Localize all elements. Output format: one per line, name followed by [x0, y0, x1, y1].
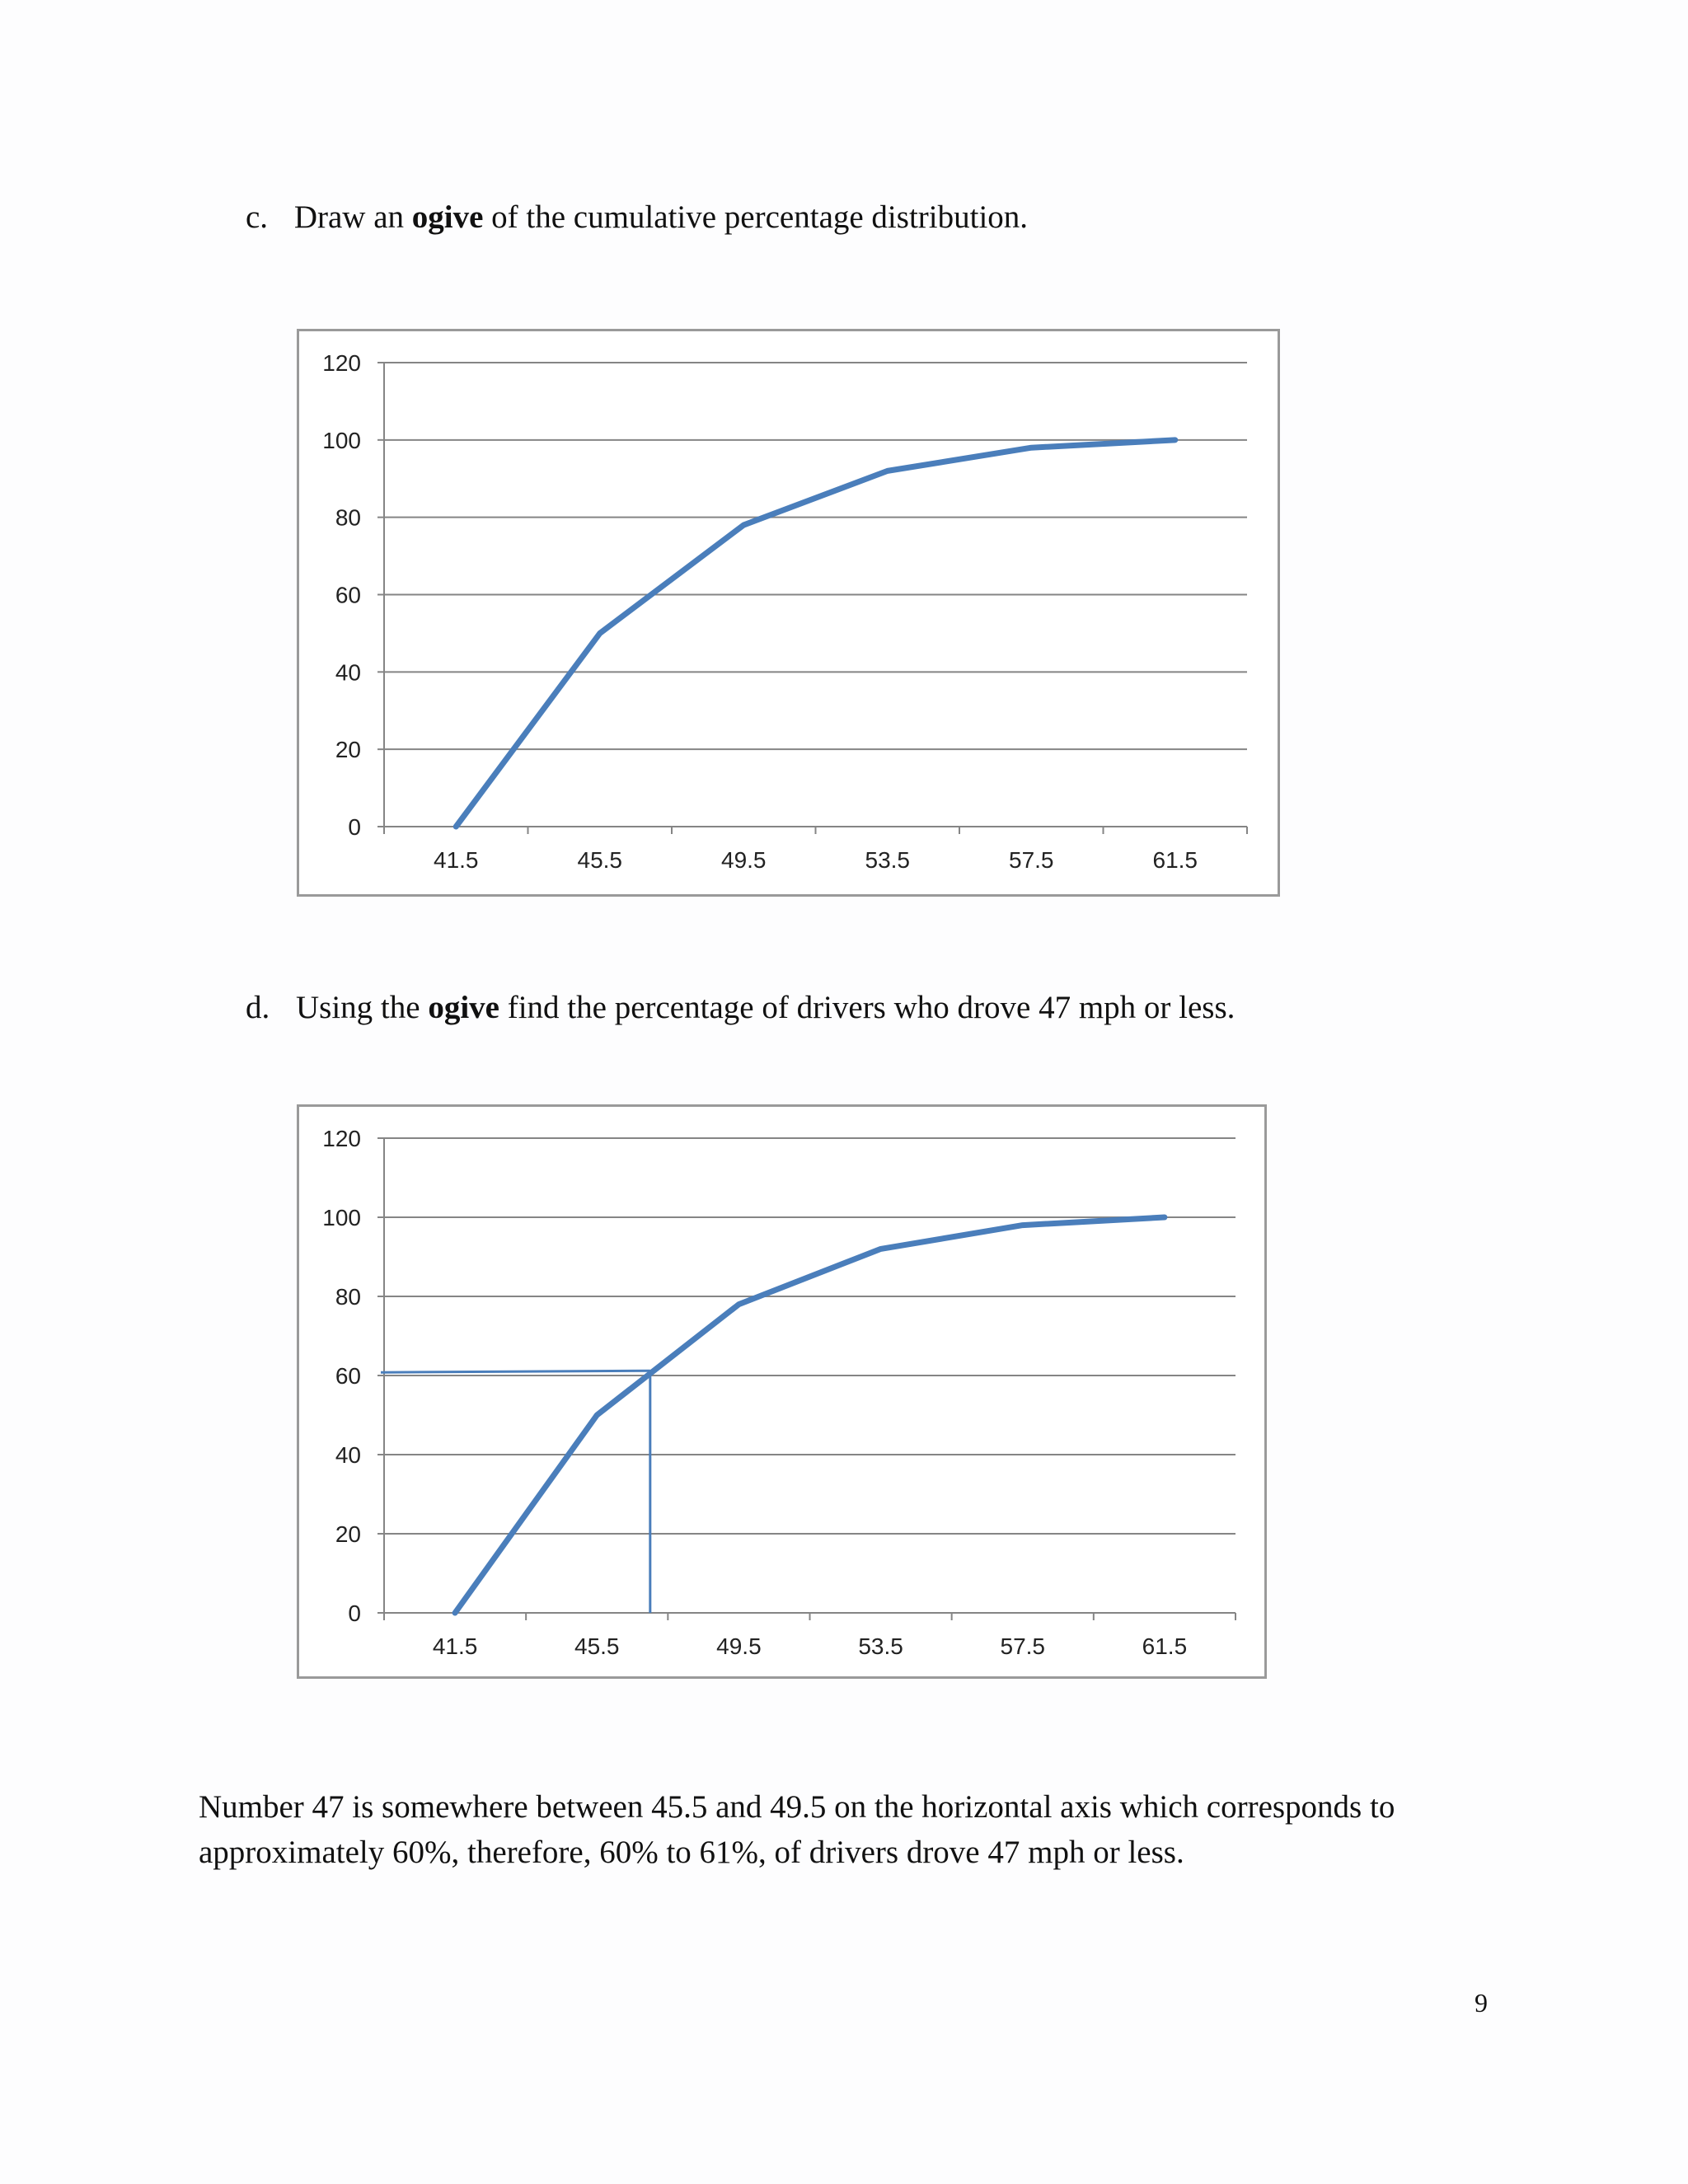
question-c-bold: ogive: [411, 199, 484, 235]
question-c-text-before: Draw an: [293, 199, 412, 235]
y-tick-label: 120: [322, 350, 361, 376]
y-tick-label: 0: [348, 814, 361, 840]
data-point: [453, 824, 458, 829]
x-tick-label: 41.5: [432, 1633, 478, 1659]
question-c: [246, 199, 1028, 236]
x-tick-label: 53.5: [858, 1633, 903, 1659]
ogive-chart: [297, 329, 1280, 897]
guide-horizontal-line: [381, 1371, 650, 1372]
y-tick-label: 60: [335, 1363, 361, 1389]
page-number: 9: [1475, 1988, 1488, 2018]
data-point: [879, 1246, 884, 1251]
data-point: [885, 468, 890, 473]
question-d-bold: ogive: [428, 990, 499, 1025]
data-point: [1173, 438, 1178, 443]
data-point: [736, 1302, 741, 1307]
question-c-letter: c.: [246, 199, 269, 235]
y-tick-label: 60: [335, 582, 361, 608]
question-d-letter: d.: [246, 990, 270, 1025]
y-tick-label: 20: [335, 737, 361, 763]
question-d: [246, 989, 1235, 1026]
data-point: [452, 1610, 457, 1615]
question-c-text-after: of the cumulative percentage distribution.: [483, 199, 1029, 235]
answer-line-1: Number 47 is somewhere between 45.5 and 49.5 on the horizontal axis which corresponds to: [199, 1789, 1395, 1825]
x-tick-label: 53.5: [865, 847, 910, 873]
question-d-text-after: find the percentage of drivers who drove 47 mph or less.: [499, 990, 1236, 1025]
x-tick-label: 61.5: [1152, 847, 1198, 873]
x-tick-label: 49.5: [721, 847, 767, 873]
data-point: [1029, 445, 1034, 450]
y-tick-label: 0: [348, 1601, 361, 1626]
answer-paragraph: [199, 1784, 1484, 1875]
series-line: [455, 1217, 1165, 1613]
x-tick-label: 57.5: [1009, 847, 1054, 873]
data-point: [741, 523, 746, 527]
x-tick-label: 45.5: [577, 847, 622, 873]
x-tick-label: 61.5: [1142, 1633, 1188, 1659]
ogive-chart-plot: [299, 331, 1278, 894]
question-d-text-before: Using the: [296, 990, 429, 1025]
x-tick-label: 41.5: [434, 847, 479, 873]
ogive-chart-with-guides: [297, 1104, 1267, 1679]
data-point: [1020, 1223, 1025, 1228]
x-tick-label: 57.5: [1000, 1633, 1045, 1659]
y-tick-label: 40: [335, 659, 361, 686]
data-point: [598, 630, 603, 635]
y-tick-label: 100: [322, 1205, 361, 1230]
data-point: [1162, 1215, 1167, 1220]
y-tick-label: 20: [335, 1521, 361, 1547]
series-line: [456, 440, 1175, 827]
y-tick-label: 120: [322, 1126, 361, 1151]
y-tick-label: 80: [335, 504, 361, 531]
x-tick-label: 49.5: [716, 1633, 762, 1659]
y-tick-label: 40: [335, 1442, 361, 1468]
answer-line-2: approximately 60%, therefore, 60% to 61%, of drivers drove 47 mph or less.: [199, 1835, 1184, 1870]
x-tick-label: 45.5: [574, 1633, 620, 1659]
data-point: [594, 1413, 599, 1418]
ogive-chart-with-guides-plot: [299, 1107, 1264, 1676]
y-tick-label: 100: [322, 427, 361, 453]
y-tick-label: 80: [335, 1284, 361, 1310]
